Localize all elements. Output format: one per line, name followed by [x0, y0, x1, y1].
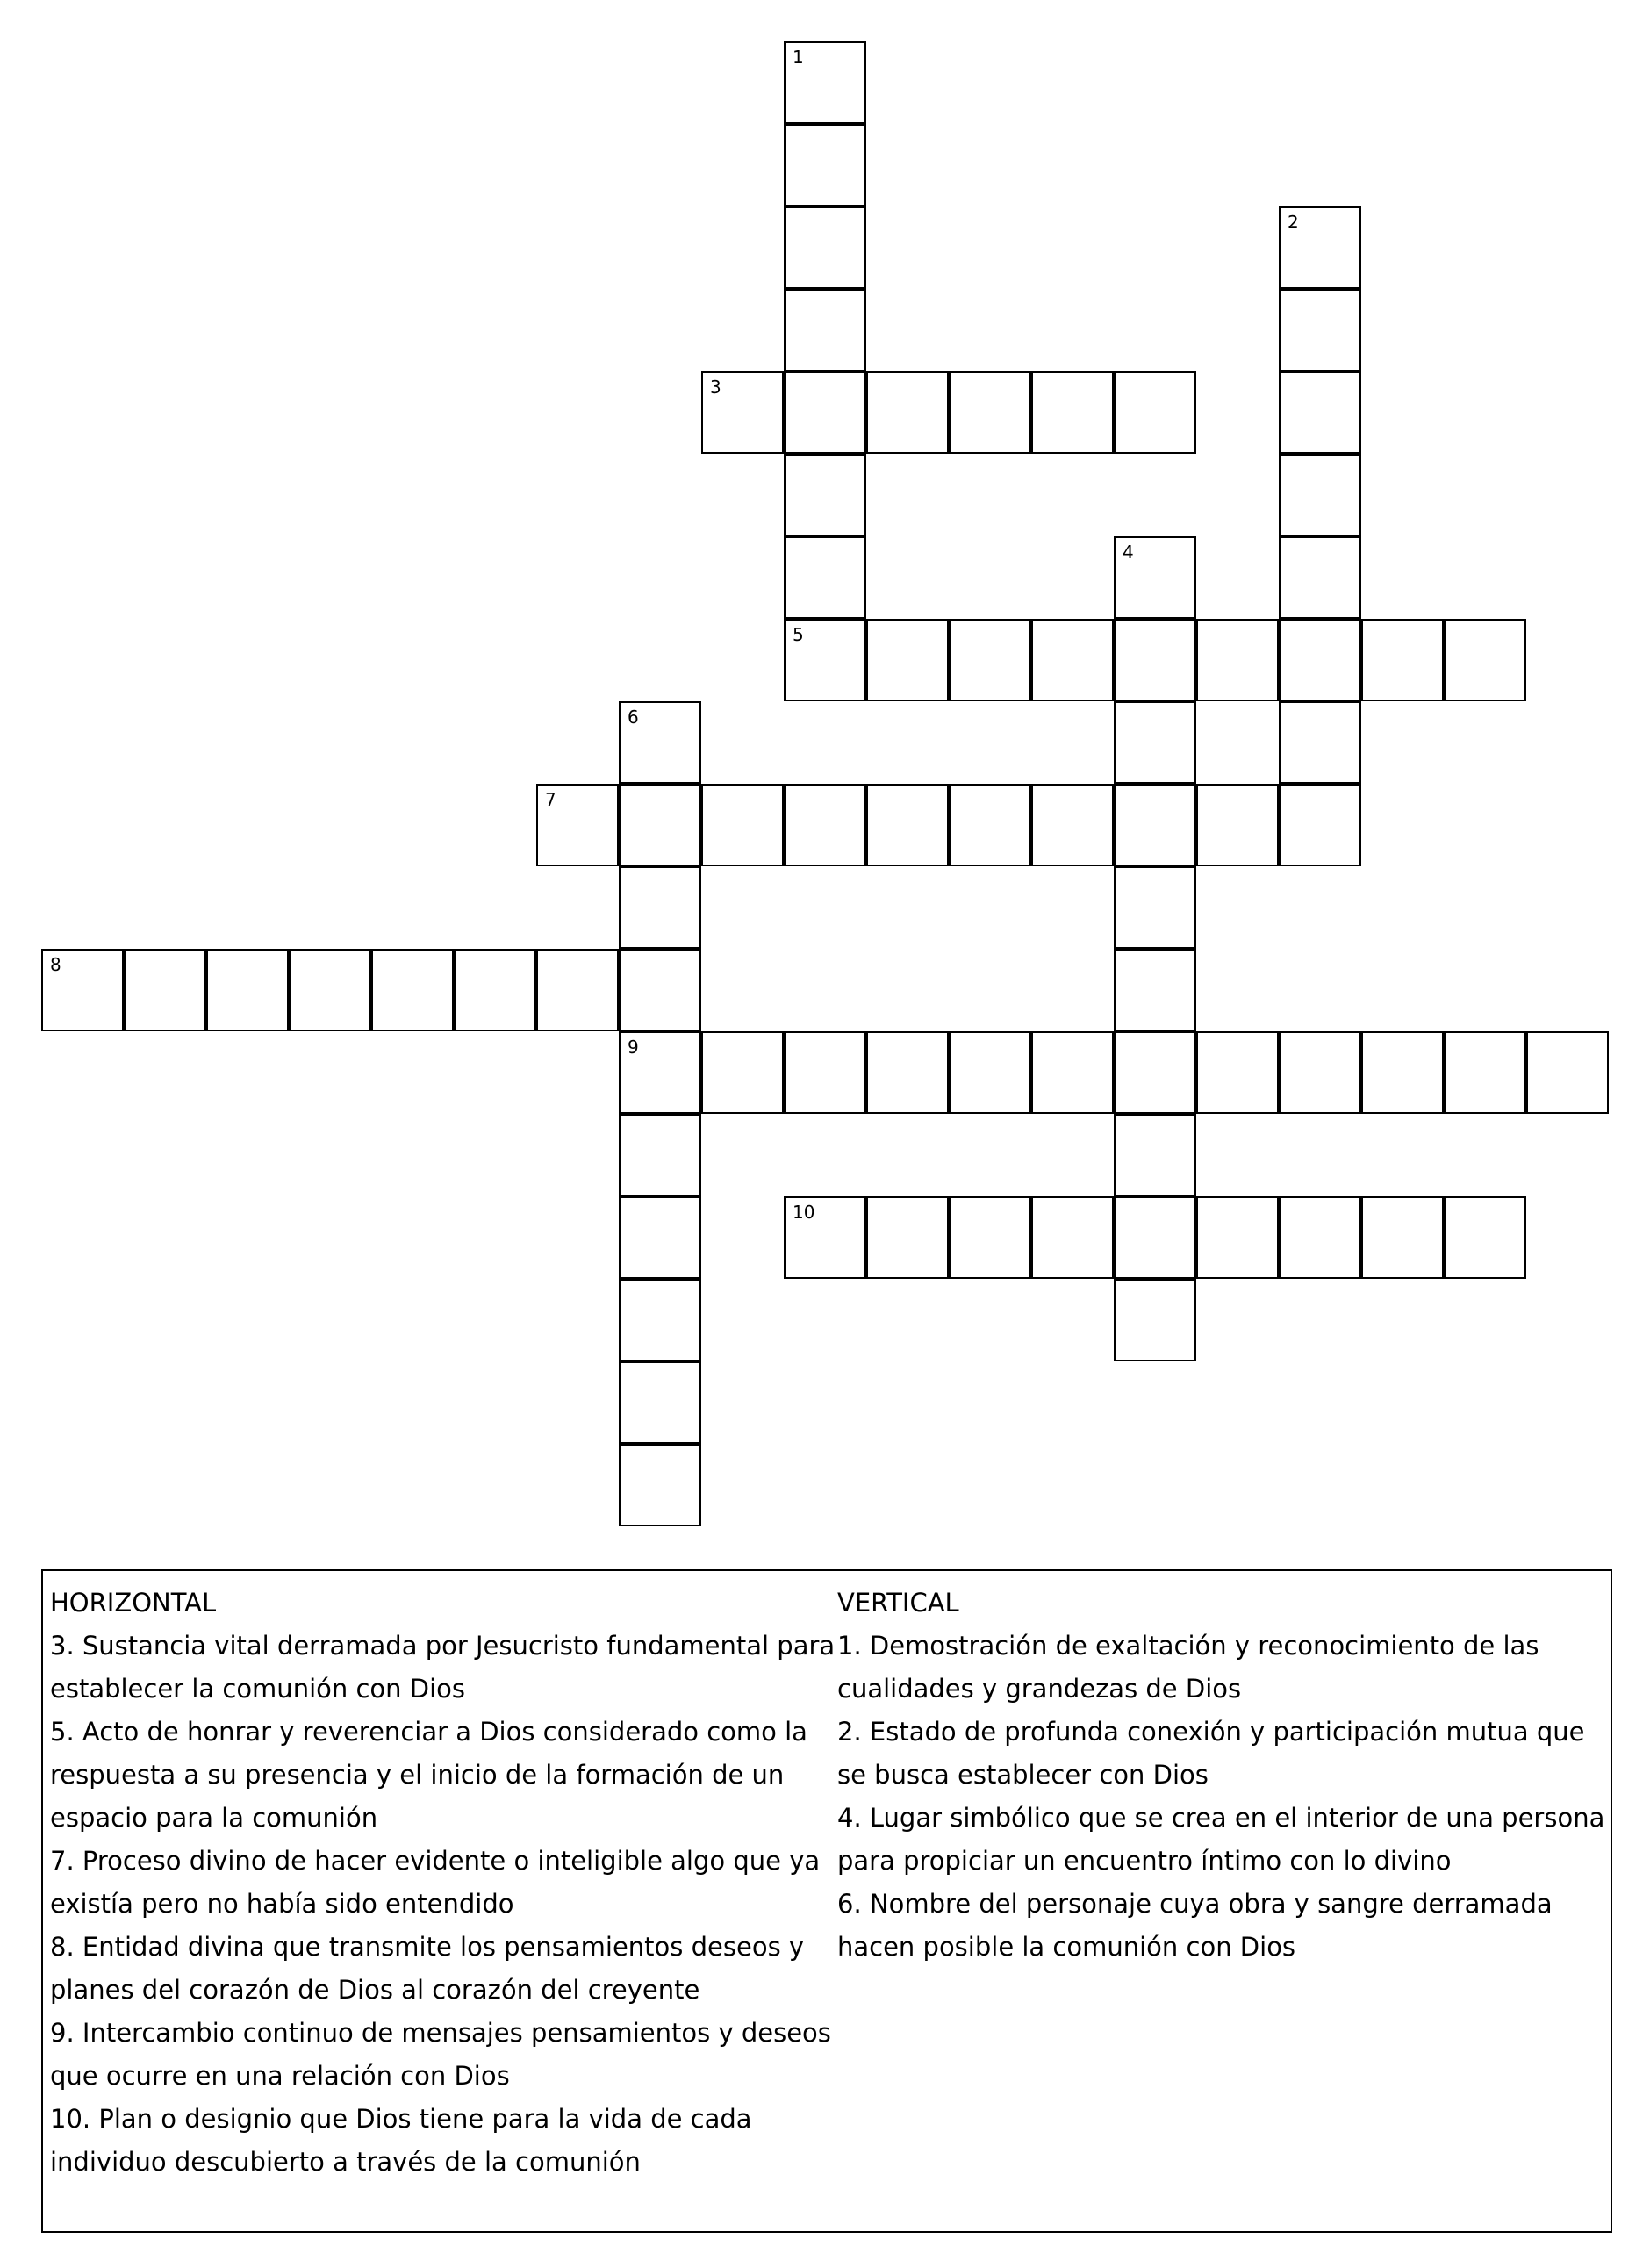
- grid-cell[interactable]: [536, 949, 619, 1031]
- grid-cell[interactable]: [784, 536, 866, 619]
- clue-down-1: 1. Demostración de exaltación y reconocimiento de las cualidades y grandezas de Dios: [837, 1631, 1539, 1704]
- grid-cell[interactable]: [454, 949, 536, 1031]
- grid-cell[interactable]: [949, 1031, 1031, 1114]
- grid-cell[interactable]: [784, 206, 866, 289]
- grid-cell[interactable]: [1114, 701, 1196, 784]
- clue-across-10: 10. Plan o designio que Dios tiene para la vida de cada individuo descubierto a través de la comunión: [50, 2104, 752, 2177]
- grid-cell[interactable]: [784, 41, 866, 124]
- grid-cell[interactable]: [1279, 206, 1361, 289]
- grid-cell[interactable]: [1196, 1031, 1279, 1114]
- grid-cell[interactable]: [619, 1114, 701, 1196]
- grid-cell[interactable]: [701, 371, 784, 454]
- grid-cell[interactable]: [784, 1196, 866, 1279]
- grid-cell[interactable]: [1279, 536, 1361, 619]
- grid-cell[interactable]: [701, 784, 784, 866]
- grid-cell[interactable]: [619, 701, 701, 784]
- grid-cell[interactable]: [1031, 784, 1114, 866]
- grid-cell[interactable]: [1031, 619, 1114, 701]
- grid-cell[interactable]: [619, 1196, 701, 1279]
- clue-across-9: 9. Intercambio continuo de mensajes pensamientos y deseos que ocurre en una relación con Dios: [50, 2018, 831, 2091]
- grid-cell[interactable]: [1361, 1196, 1444, 1279]
- grid-cell[interactable]: [866, 371, 949, 454]
- grid-cell[interactable]: [1114, 784, 1196, 866]
- grid-cell[interactable]: [784, 124, 866, 206]
- across-title: HORIZONTAL: [50, 1588, 217, 1618]
- grid-cell[interactable]: [1279, 454, 1361, 536]
- grid-cell[interactable]: [1526, 1031, 1609, 1114]
- grid-cell[interactable]: [1196, 619, 1279, 701]
- grid-cell[interactable]: [784, 1031, 866, 1114]
- grid-cell[interactable]: [619, 1031, 701, 1114]
- grid-cell[interactable]: [866, 784, 949, 866]
- cell-number: 4: [1123, 542, 1134, 563]
- cell-number: 8: [50, 954, 61, 975]
- grid-cell[interactable]: [1444, 619, 1526, 701]
- grid-cell[interactable]: [1114, 371, 1196, 454]
- grid-cell[interactable]: [124, 949, 206, 1031]
- clue-down-6: 6. Nombre del personaje cuya obra y sangre derramada hacen posible la comunión con Dios: [837, 1889, 1553, 1962]
- grid-cell[interactable]: [619, 1361, 701, 1444]
- grid-cell[interactable]: [41, 949, 124, 1031]
- grid-cell[interactable]: [619, 1279, 701, 1361]
- grid-cell[interactable]: [1279, 701, 1361, 784]
- grid-cell[interactable]: [784, 289, 866, 371]
- grid-cell[interactable]: [1361, 1031, 1444, 1114]
- grid-cell[interactable]: [1114, 1031, 1196, 1114]
- grid-cell[interactable]: [1279, 1031, 1361, 1114]
- grid-cell[interactable]: [1114, 949, 1196, 1031]
- grid-cell[interactable]: [206, 949, 289, 1031]
- cell-number: 1: [793, 47, 804, 68]
- grid-cell[interactable]: [949, 784, 1031, 866]
- down-title: VERTICAL: [837, 1588, 959, 1618]
- grid-cell[interactable]: [1114, 1114, 1196, 1196]
- cell-number: 7: [545, 789, 556, 810]
- grid-cell[interactable]: [784, 371, 866, 454]
- clue-across-7: 7. Proceso divino de hacer evidente o inteligible algo que ya existía pero no había sido entendido: [50, 1846, 821, 1919]
- grid-cell[interactable]: [784, 619, 866, 701]
- grid-cell[interactable]: [784, 784, 866, 866]
- cell-number: 10: [793, 1202, 815, 1223]
- grid-cell[interactable]: [619, 1444, 701, 1526]
- across-clues: [50, 1582, 853, 2184]
- grid-cell[interactable]: [949, 371, 1031, 454]
- grid-cell[interactable]: [784, 454, 866, 536]
- clue-across-3: 3. Sustancia vital derramada por Jesucristo fundamental para establecer la comunión con Dios: [50, 1631, 836, 1704]
- grid-cell[interactable]: [1114, 866, 1196, 949]
- grid-cell[interactable]: [1031, 1196, 1114, 1279]
- grid-cell[interactable]: [1279, 1196, 1361, 1279]
- grid-cell[interactable]: [1196, 1196, 1279, 1279]
- down-clues: [837, 1582, 1610, 1969]
- cell-number: 2: [1288, 212, 1299, 233]
- clue-down-2: 2. Estado de profunda conexión y participación mutua que se busca establecer con Dios: [837, 1717, 1585, 1790]
- clue-across-5: 5. Acto de honrar y reverenciar a Dios considerado como la respuesta a su presencia y el inicio de la formación de un espacio para la comunión: [50, 1717, 807, 1833]
- grid-cell[interactable]: [1114, 1279, 1196, 1361]
- clue-across-8: 8. Entidad divina que transmite los pensamientos deseos y planes del corazón de Dios al corazón del creyente: [50, 1932, 805, 2005]
- grid-cell[interactable]: [619, 949, 701, 1031]
- clue-down-4: 4. Lugar simbólico que se crea en el interior de una persona para propiciar un encuentro íntimo con lo divino: [837, 1803, 1605, 1876]
- grid-cell[interactable]: [1279, 371, 1361, 454]
- grid-cell[interactable]: [1031, 371, 1114, 454]
- grid-cell[interactable]: [1196, 784, 1279, 866]
- grid-cell[interactable]: [1114, 536, 1196, 619]
- grid-cell[interactable]: [619, 784, 701, 866]
- grid-cell[interactable]: [1279, 289, 1361, 371]
- cell-number: 3: [710, 377, 721, 398]
- cell-number: 6: [628, 707, 639, 728]
- grid-cell[interactable]: [866, 1031, 949, 1114]
- grid-cell[interactable]: [1114, 619, 1196, 701]
- grid-cell[interactable]: [866, 1196, 949, 1279]
- grid-cell[interactable]: [619, 866, 701, 949]
- grid-cell[interactable]: [371, 949, 454, 1031]
- grid-cell[interactable]: [1114, 1196, 1196, 1279]
- cell-number: 9: [628, 1037, 639, 1058]
- grid-cell[interactable]: [1279, 784, 1361, 866]
- grid-cell[interactable]: [289, 949, 371, 1031]
- grid-cell[interactable]: [949, 619, 1031, 701]
- grid-cell[interactable]: [1031, 1031, 1114, 1114]
- grid-cell[interactable]: [1279, 619, 1361, 701]
- grid-cell[interactable]: [536, 784, 619, 866]
- grid-cell[interactable]: [1444, 1031, 1526, 1114]
- grid-cell[interactable]: [949, 1196, 1031, 1279]
- grid-cell[interactable]: [701, 1031, 784, 1114]
- grid-cell[interactable]: [1444, 1196, 1526, 1279]
- clues-box: [41, 1569, 1612, 2233]
- cell-number: 5: [793, 624, 804, 645]
- grid-cell[interactable]: [1361, 619, 1444, 701]
- grid-cell[interactable]: [866, 619, 949, 701]
